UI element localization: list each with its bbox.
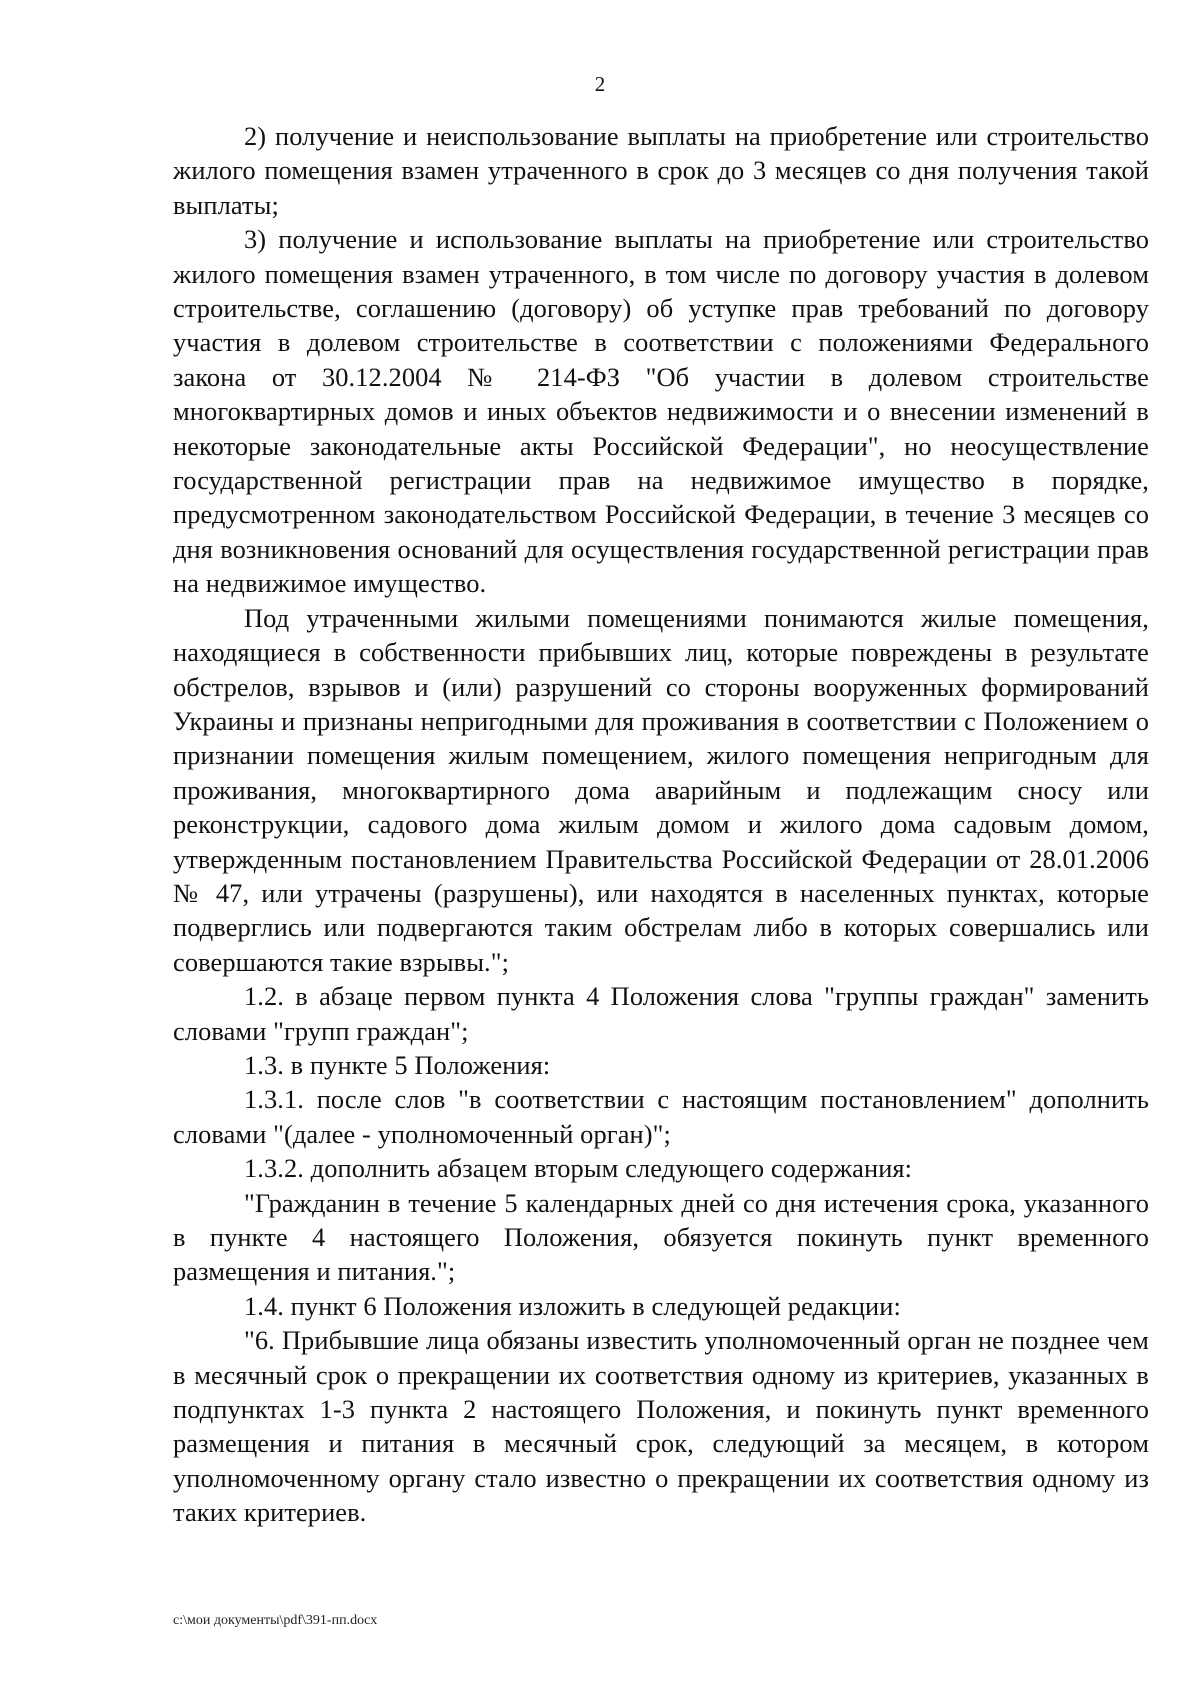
paragraph-1-3-1: 1.3.1. после слов "в соответствии с настоящим постановлением" дополнить словами "(далее - уполномоченный орган)"; — [173, 1084, 1149, 1149]
footer-file-path: c:\мои документы\pdf\391-пп.docx — [173, 1613, 378, 1628]
paragraph-item-2: 2) получение и неиспользование выплаты на приобретение или строительство жилого помещения взамен утраченного в срок до 3 месяцев со дня получения такой выплаты; — [173, 121, 1149, 220]
paragraph-1-4: 1.4. пункт 6 Положения изложить в следующей редакции: — [244, 1290, 901, 1321]
page-number: 2 — [594, 72, 606, 96]
paragraph-item-3: 3) получение и использование выплаты на приобретение или строительство жилого помещения взамен утраченного, в том числе по договору участия в долевом строительстве, соглашению (договору) об уступке прав требований по договору участия в долевом строительстве в соответствии с положениями Федерального закона от 30.12.2004 № 214-ФЗ "Об участии в долевом строительстве многоквартирных домов и иных объектов недвижимости и о внесении изменений в некоторые законодательные акты Российской Федерации", но неосуществление государственной регистрации прав на недвижимое имущество в порядке, предусмотренном законодательством Российской Федерации, в течение 3 месяцев со дня возникновения оснований для осуществления государственной регистрации прав на недвижимое имущество. — [173, 224, 1149, 599]
paragraph-1-3: 1.3. в пункте 5 Положения: — [244, 1049, 551, 1080]
paragraph-point-6: "6. Прибывшие лица обязаны известить уполномоченный орган не позднее чем в месячный срок о прекращении их соответствия одному из критериев, указанных в подпунктах 1-3 пункта 2 настоящего Положения, и покинуть пункт временного размещения и питания в месячный срок, следующий за месяцем, в котором уполномоченному органу стало известно о прекращении их соответствия одному из таких критериев. — [173, 1325, 1149, 1528]
paragraph-citizen-obligation: "Гражданин в течение 5 календарных дней со дня истечения срока, указанного в пункте 4 настоящего Положения, обязуется покинуть пункт временного размещения и питания."; — [173, 1187, 1149, 1287]
paragraph-1-2: 1.2. в абзаце первом пункта 4 Положения слова "группы граждан" заменить словами "групп граждан"; — [173, 981, 1149, 1046]
paragraph-lost-housing-definition: Под утраченными жилыми помещениями понимаются жилые помещения, находящиеся в собственности прибывших лиц, которые повреждены в результате обстрелов, взрывов и (или) разрушений со стороны вооруженных формирований Украины и признаны непригодными для проживания в соответствии с Положением о признании помещения жилым помещением, жилого помещения непригодным для проживания, многоквартирного дома аварийным и подлежащим сносу или реконструкции, садового дома жилым домом и жилого дома садовым домом, утвержденным постановлением Правительства Российской Федерации от 28.01.2006 № 47, или утрачены (разрушены), или находятся в населенных пунктах, которые подверглись или подвергаются таким обстрелам либо в которых совершались или совершаются такие взрывы."; — [173, 602, 1149, 977]
paragraph-1-3-2: 1.3.2. дополнить абзацем вторым следующего содержания: — [244, 1153, 913, 1184]
document-body — [173, 119, 1149, 1530]
